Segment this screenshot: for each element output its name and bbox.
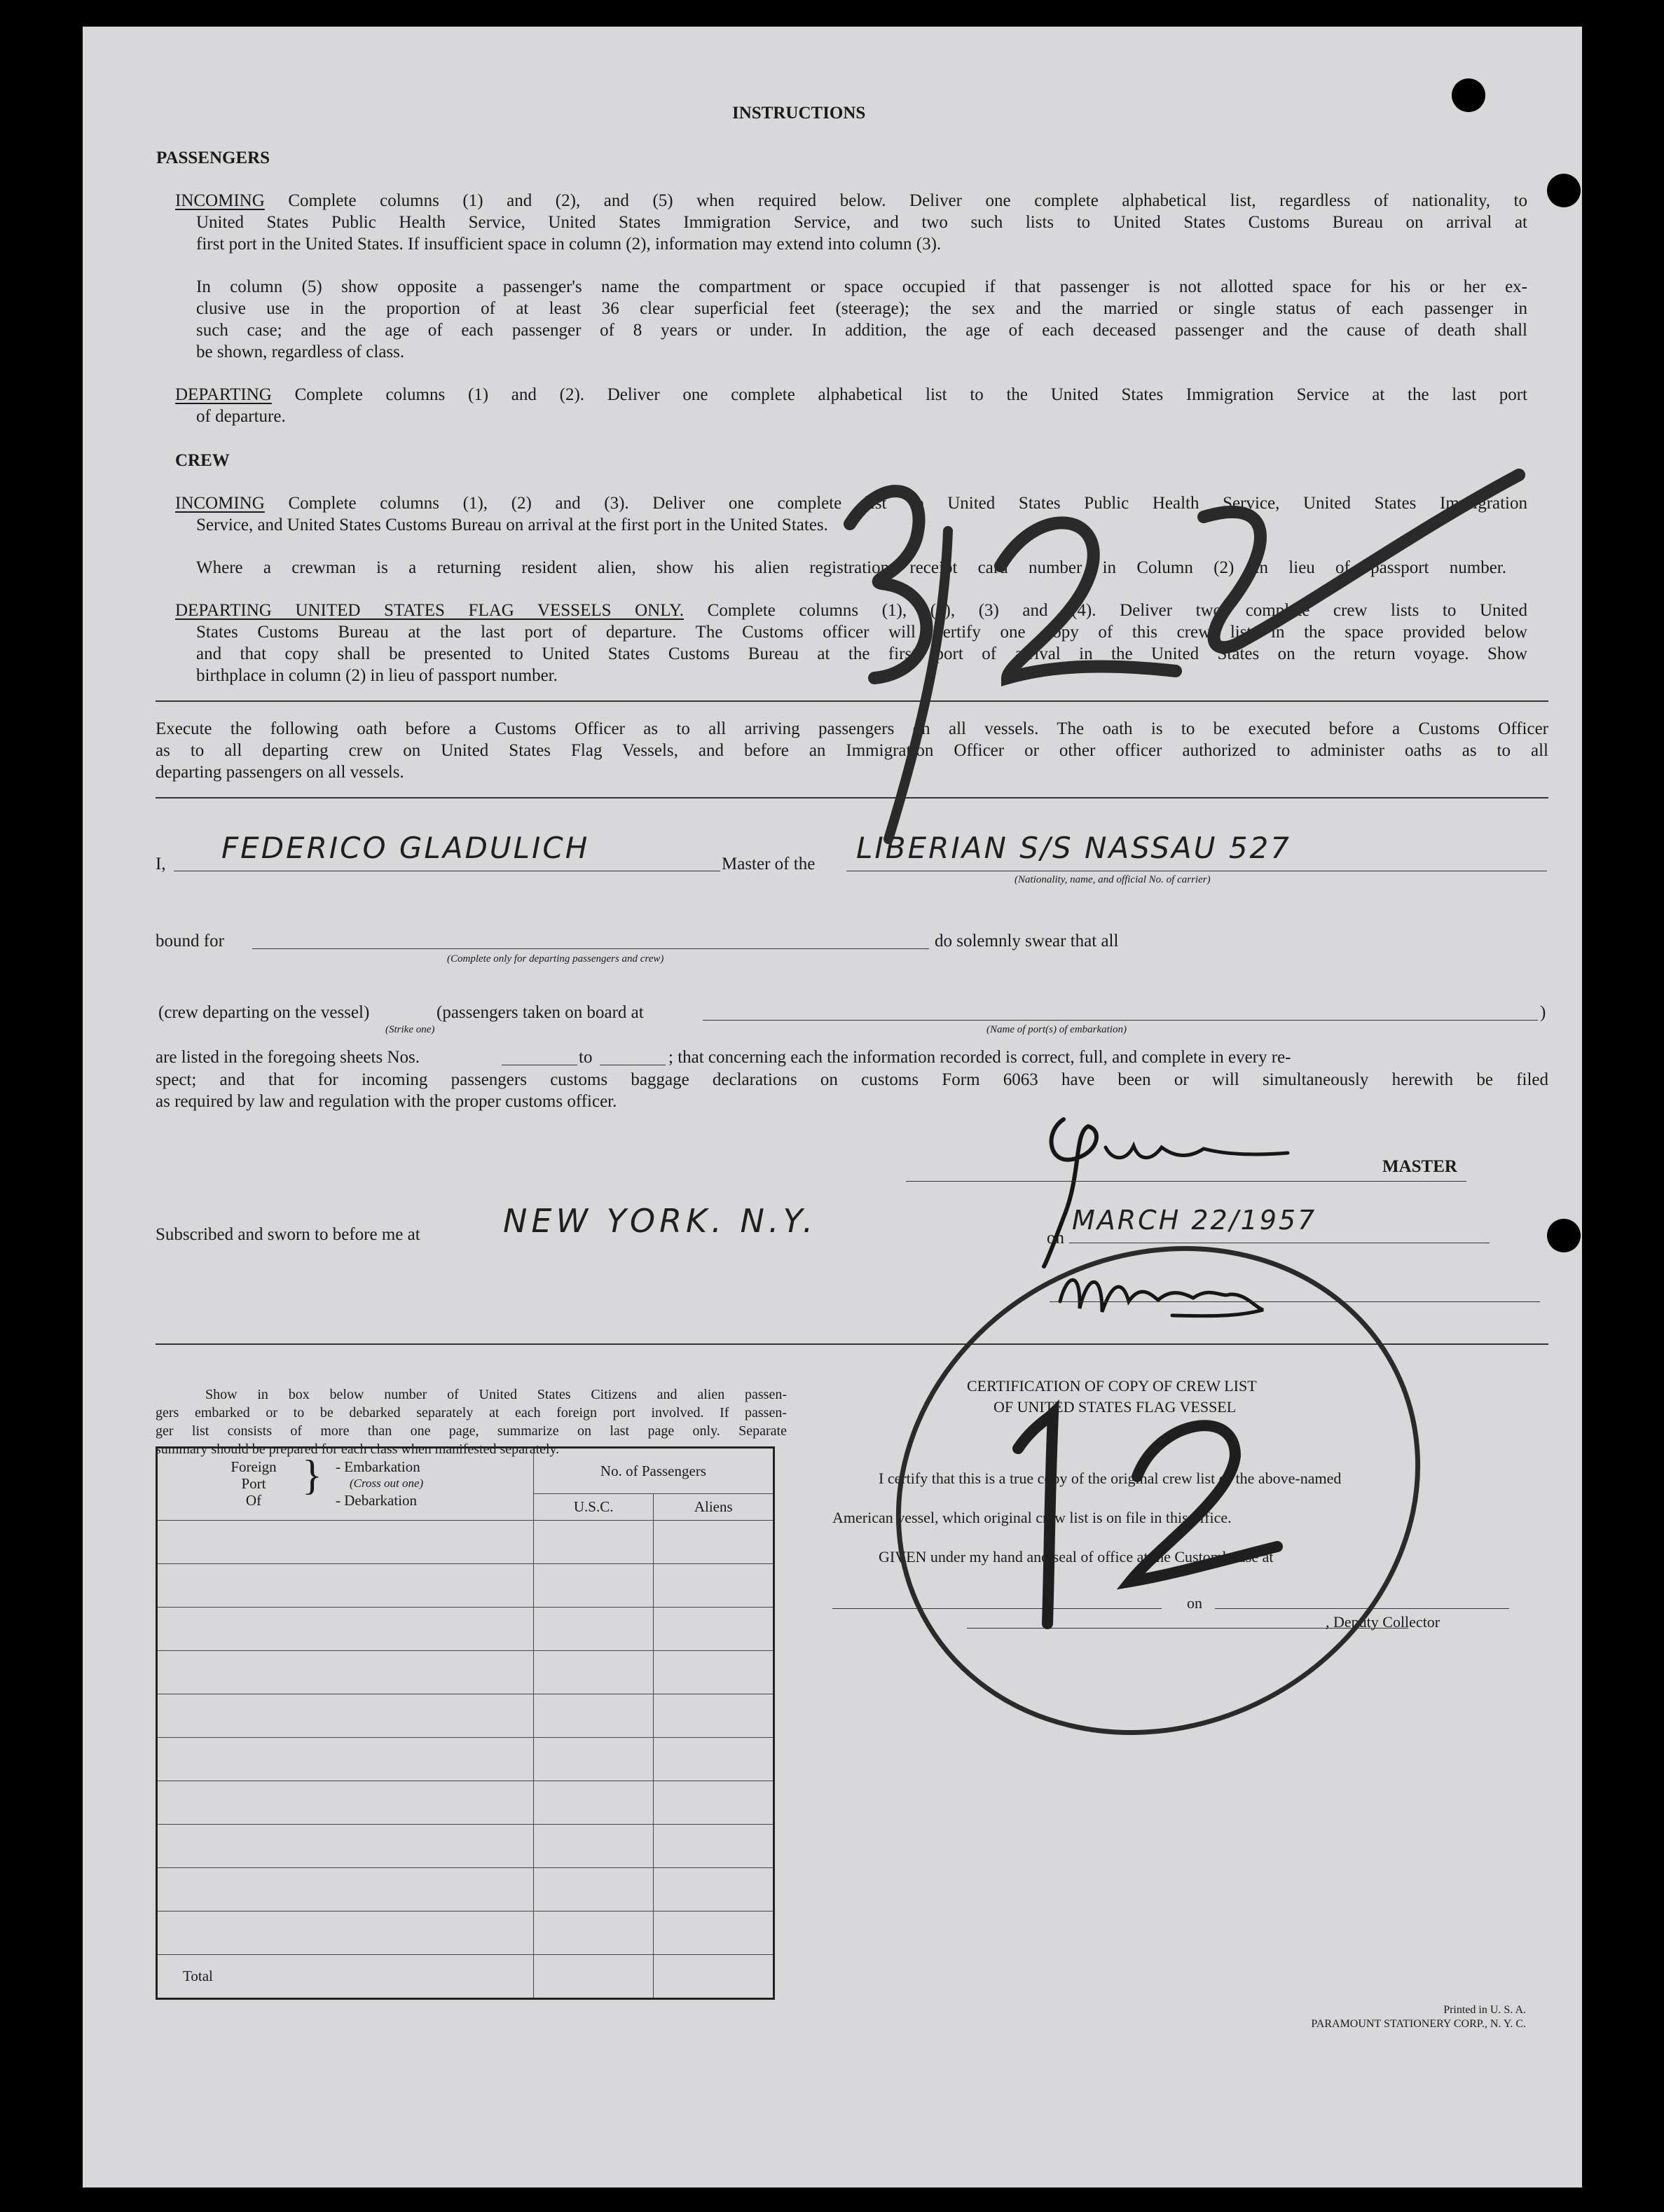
required-line: as required by law and regulation with the proper customs officer. bbox=[156, 1092, 617, 1111]
instructions-title: INSTRUCTIONS bbox=[732, 104, 866, 123]
port-cell[interactable] bbox=[157, 1521, 534, 1564]
flag-vessel-instruction-line: birthplace in column (2) in lieu of passport number. bbox=[196, 666, 558, 685]
port-cell[interactable] bbox=[157, 1608, 534, 1651]
usc-cell[interactable] bbox=[533, 1781, 654, 1825]
sworn-on-label: on bbox=[1047, 1229, 1064, 1247]
master-signature-line bbox=[906, 1181, 1466, 1182]
summary-note-line: gers embarked or to be debarked separately at each foreign port involved. If passen- bbox=[156, 1405, 787, 1420]
usc-cell[interactable] bbox=[533, 1868, 654, 1912]
aliens-cell[interactable] bbox=[654, 1651, 774, 1694]
sheets-to: to bbox=[579, 1048, 593, 1067]
departing-instruction-line: of departure. bbox=[196, 407, 286, 426]
sheets-rest: ; that concerning each the information recorded is correct, full, and complete in every re- bbox=[668, 1048, 1291, 1067]
embarkation-ports-line bbox=[703, 1020, 1538, 1021]
aliens-cell[interactable] bbox=[654, 1781, 774, 1825]
oath-intro-line: departing passengers on all vessels. bbox=[156, 763, 404, 782]
incoming-instruction-line: first port in the United States. If insufficient space in column (2), information may extend into column (3). bbox=[196, 235, 942, 254]
cross-out-caption: (Cross out one) bbox=[350, 1477, 424, 1490]
oath-i-label: I, bbox=[156, 855, 166, 873]
port-label: Port bbox=[241, 1475, 266, 1492]
column5-instruction-line: In column (5) show opposite a passenger's name the compartment or space occupied if that passenger is not allotted space for his or her ex- bbox=[196, 277, 1527, 296]
aliens-cell[interactable] bbox=[654, 1868, 774, 1912]
usc-total-cell[interactable] bbox=[533, 1955, 654, 1999]
oath-intro-line: Execute the following oath before a Customs Officer as to all arriving passengers on all vessels. The oath is to be executed before a Customs Officer bbox=[156, 719, 1548, 738]
of-label: Of bbox=[245, 1492, 262, 1509]
flag-vessel-instruction-line: States Customs Bureau at the last port of departure. The Customs officer will certify one copy of this crew list in the space provided below bbox=[196, 623, 1527, 642]
swear-text: do solemnly swear that all bbox=[935, 932, 1119, 951]
usc-cell[interactable] bbox=[533, 1912, 654, 1955]
respect-line: spect; and that for incoming passengers customs baggage declarations on customs Form 6063 have been or will simultaneously herewith be filed bbox=[156, 1070, 1548, 1089]
summary-note-line: summary should be prepared for each class when manifested separately. bbox=[156, 1442, 560, 1457]
subscribed-label: Subscribed and sworn to before me at bbox=[156, 1225, 420, 1244]
bound-for-caption: (Complete only for departing passengers and crew) bbox=[447, 953, 664, 965]
table-row bbox=[157, 1738, 774, 1781]
crew-incoming-line: INCOMING Complete columns (1), (2) and (3). Deliver one complete list to United States Public Health Service, United States Immigration bbox=[175, 494, 1528, 513]
total-label: Total bbox=[157, 1955, 534, 1999]
flag-vessel-instruction-line: DEPARTING UNITED STATES FLAG VESSELS ONLY. Complete columns (1), (2), (3) and (4). Deliver two complete crew lists to United bbox=[175, 601, 1527, 620]
vessel-caption: (Nationality, name, and official No. of carrier) bbox=[1015, 874, 1211, 885]
embarkation-option: - Embarkation bbox=[336, 1458, 420, 1475]
crew-departing-option: (crew departing on the vessel) bbox=[158, 1003, 370, 1022]
foreign-port-header bbox=[157, 1448, 534, 1521]
debarkation-option: - Debarkation bbox=[336, 1492, 418, 1509]
printer-name: PARAMOUNT STATIONERY CORP., N. Y. C. bbox=[1311, 2018, 1526, 2030]
flag-vessel-instruction-line: and that copy shall be presented to United States Customs Bureau at the first port of arrival in the United States on the return voyage. Show bbox=[196, 644, 1527, 663]
usc-cell[interactable] bbox=[533, 1564, 654, 1608]
usc-cell[interactable] bbox=[533, 1521, 654, 1564]
port-cell[interactable] bbox=[157, 1564, 534, 1608]
table-row bbox=[157, 1651, 774, 1694]
aliens-cell[interactable] bbox=[654, 1825, 774, 1868]
foreign-label: Foreign bbox=[231, 1458, 277, 1475]
table-row bbox=[157, 1608, 774, 1651]
printed-in-usa: Printed in U. S. A. bbox=[1443, 2004, 1526, 2016]
aliens-cell[interactable] bbox=[654, 1564, 774, 1608]
punch-hole bbox=[1452, 78, 1485, 112]
close-paren: ) bbox=[1540, 1003, 1546, 1022]
column5-instruction-line: be shown, regardless of class. bbox=[196, 343, 405, 361]
bound-for-line bbox=[252, 948, 929, 949]
vessel-handwritten: LIBERIAN S/S NASSAU 527 bbox=[856, 831, 1291, 865]
port-cell[interactable] bbox=[157, 1825, 534, 1868]
table-row bbox=[157, 1825, 774, 1868]
port-cell[interactable] bbox=[157, 1868, 534, 1912]
table-row bbox=[157, 1564, 774, 1608]
usc-cell[interactable] bbox=[533, 1694, 654, 1738]
sworn-date-handwritten: MARCH 22/1957 bbox=[1072, 1205, 1317, 1236]
aliens-cell[interactable] bbox=[654, 1694, 774, 1738]
deputy-collector-label: , Deputy Collector bbox=[1326, 1613, 1440, 1631]
crew-heading: CREW bbox=[175, 451, 230, 470]
circled-page-number bbox=[843, 1217, 1459, 1750]
certification-on-label: on bbox=[1187, 1594, 1202, 1612]
no-of-passengers-header: No. of Passengers bbox=[533, 1448, 773, 1494]
table-header-row bbox=[157, 1448, 774, 1494]
oath-intro-line: as to all departing crew on United States Flag Vessels, and before an Immigration Officer or other officer authorized to administer oaths as to all bbox=[156, 741, 1548, 760]
summary-note-line: Show in box below number of United States Citizens and alien passen- bbox=[205, 1387, 787, 1402]
aliens-total-cell[interactable] bbox=[654, 1955, 774, 1999]
column5-instruction-line: such case; and the age of each passenger of 8 years or under. In addition, the age of each deceased passenger and the cause of death shall bbox=[196, 321, 1527, 340]
master-label: MASTER bbox=[1382, 1157, 1457, 1176]
sworn-place-handwritten: NEW YORK. N.Y. bbox=[503, 1202, 818, 1240]
port-cell[interactable] bbox=[157, 1738, 534, 1781]
aliens-cell[interactable] bbox=[654, 1608, 774, 1651]
usc-cell[interactable] bbox=[533, 1825, 654, 1868]
departing-instruction-line: DEPARTING Complete columns (1) and (2). Deliver one complete alphabetical list to the United States Immigration Service at the last port bbox=[175, 385, 1528, 404]
aliens-cell[interactable] bbox=[654, 1912, 774, 1955]
usc-cell[interactable] bbox=[533, 1738, 654, 1781]
aliens-cell[interactable] bbox=[654, 1738, 774, 1781]
table-row bbox=[157, 1912, 774, 1955]
crewman-instruction: Where a crewman is a returning resident alien, show his alien registration receipt card number in Column (2) in lieu of passport number. bbox=[196, 558, 1506, 577]
table-row bbox=[157, 1781, 774, 1825]
incoming-instruction-line: INCOMING Complete columns (1) and (2), and (5) when required below. Deliver one complete alphabetical list, regardless of nationality, to bbox=[175, 191, 1528, 210]
table-total-row bbox=[157, 1955, 774, 1999]
master-of-label: Master of the bbox=[722, 855, 816, 873]
usc-header: U.S.C. bbox=[533, 1494, 654, 1521]
sheets-prefix: are listed in the foregoing sheets Nos. bbox=[156, 1048, 420, 1067]
given-line: GIVEN under my hand and seal of office at the Customhouse at bbox=[879, 1548, 1274, 1565]
brace-icon: } bbox=[302, 1452, 322, 1498]
strike-one-caption: (Strike one) bbox=[385, 1024, 435, 1035]
passengers-option: (passengers taken on board at bbox=[436, 1003, 644, 1022]
usc-cell[interactable] bbox=[533, 1608, 654, 1651]
punch-hole bbox=[1547, 1219, 1581, 1252]
table-row bbox=[157, 1521, 774, 1564]
sheet-mark-3-22 bbox=[783, 447, 1568, 867]
summary-note-line: ger list consists of more than one page, summarize on last page only. Separate bbox=[156, 1423, 787, 1439]
incoming-instruction-line: United States Public Health Service, United States Immigration Service, and two such lists to United States Customs Bureau on arrival at bbox=[196, 213, 1527, 232]
bound-for-label: bound for bbox=[156, 932, 224, 951]
embarkation-ports-caption: (Name of port(s) of embarkation) bbox=[986, 1024, 1127, 1035]
column5-instruction-line: clusive use in the proportion of at least 36 clear superficial feet (steerage); the sex and the married or single status of each passenger in bbox=[196, 299, 1527, 318]
certify-line: American vessel, which original crew list is on file in this office. bbox=[832, 1509, 1232, 1526]
passenger-summary-table bbox=[156, 1446, 775, 2000]
certification-title: OF UNITED STATES FLAG VESSEL bbox=[993, 1398, 1237, 1416]
port-cell[interactable] bbox=[157, 1651, 534, 1694]
port-cell[interactable] bbox=[157, 1912, 534, 1955]
crew-incoming-line: Service, and United States Customs Bureau on arrival at the first port in the United States. bbox=[196, 516, 828, 534]
passengers-heading: PASSENGERS bbox=[156, 148, 270, 167]
certify-line: I certify that this is a true copy of the original crew list of the above-named bbox=[879, 1470, 1342, 1487]
aliens-cell[interactable] bbox=[654, 1521, 774, 1564]
table-row bbox=[157, 1694, 774, 1738]
port-cell[interactable] bbox=[157, 1694, 534, 1738]
punch-hole bbox=[1547, 174, 1581, 207]
certification-title: CERTIFICATION OF COPY OF CREW LIST bbox=[967, 1377, 1257, 1395]
master-name-handwritten: FEDERICO GLADULICH bbox=[221, 831, 590, 865]
aliens-header: Aliens bbox=[654, 1494, 774, 1521]
usc-cell[interactable] bbox=[533, 1651, 654, 1694]
port-cell[interactable] bbox=[157, 1781, 534, 1825]
table-row bbox=[157, 1868, 774, 1912]
